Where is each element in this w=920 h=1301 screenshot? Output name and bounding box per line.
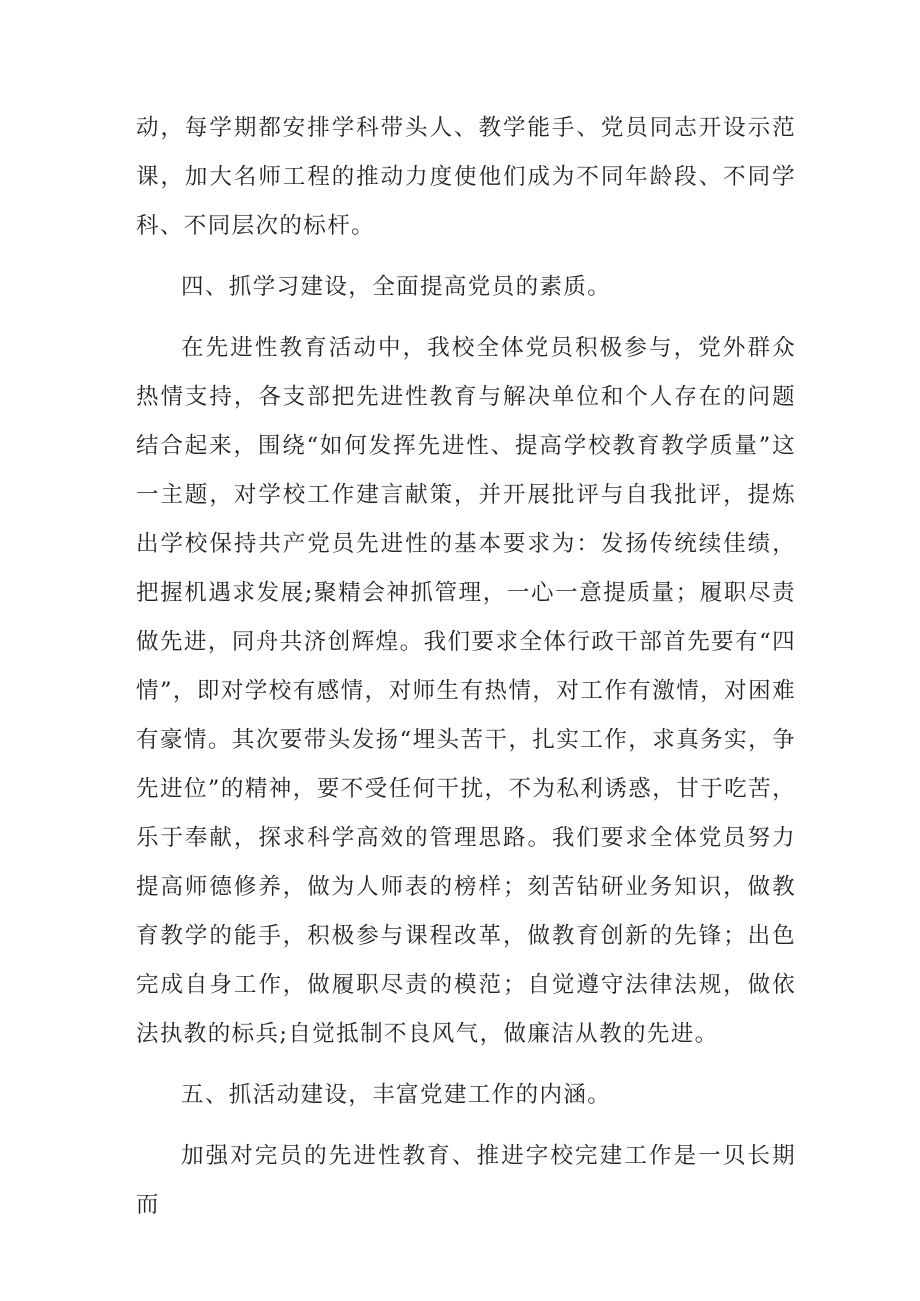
- paragraph-continuation: 动，每学期都安排学科带头人、教学能手、党员同志开设示范课，加大名师工程的推动力度使他们成为不同年龄段、不同学科、不同层次的标杆。: [136, 115, 796, 239]
- section-heading-five: 五、抓活动建设，丰富党建工作的内涵。: [181, 1082, 612, 1108]
- paragraph-study-building: 在先进性教育活动中，我校全体党员积极参与，党外群众热情支持，各支部把先进性教育与解决单位和个人存在的问题结合起来，围绕“如何发挥先进性、提高学校教育教学质量”这一主题，对学校工作建言献策，并开展批评与自我批评，提炼出学校保持共产党员先进性的基本要求为：发扬传统续佳绩，把握机遇求发展;聚精会神抓管理，一心一意提质量；履职尽责做先进，同舟共济创辉煌。我们要求全体行政干部首先要有“四情”，即对学校有感情，对师生有热情，对工作有激情，对困难有豪情。其次要带头发扬“埋头苦干，扎实工作，求真务实，争先进位”的精神，要不受任何干扰，不为私利诱惑，甘于吃苦，乐于奉献，探求科学高效的管理思路。我们要求全体党员努力提高师德修养，做为人师表的榜样；刻苦钻研业务知识，做教育教学的能手，积极参与课程改革，做教育创新的先锋；出色完成自身工作，做履职尽责的模范；自觉遵守法律法规，做依法执教的标兵;自觉抵制不良风气，做廉洁从教的先进。: [136, 335, 796, 1047]
- section-heading-four: 四、抓学习建设，全面提高党员的素质。: [181, 274, 612, 300]
- paragraph-activity-building: 加强对完员的先进性教育、推进字校完建工作是一贝长期而: [136, 1143, 796, 1218]
- document-body: [136, 104, 796, 1230]
